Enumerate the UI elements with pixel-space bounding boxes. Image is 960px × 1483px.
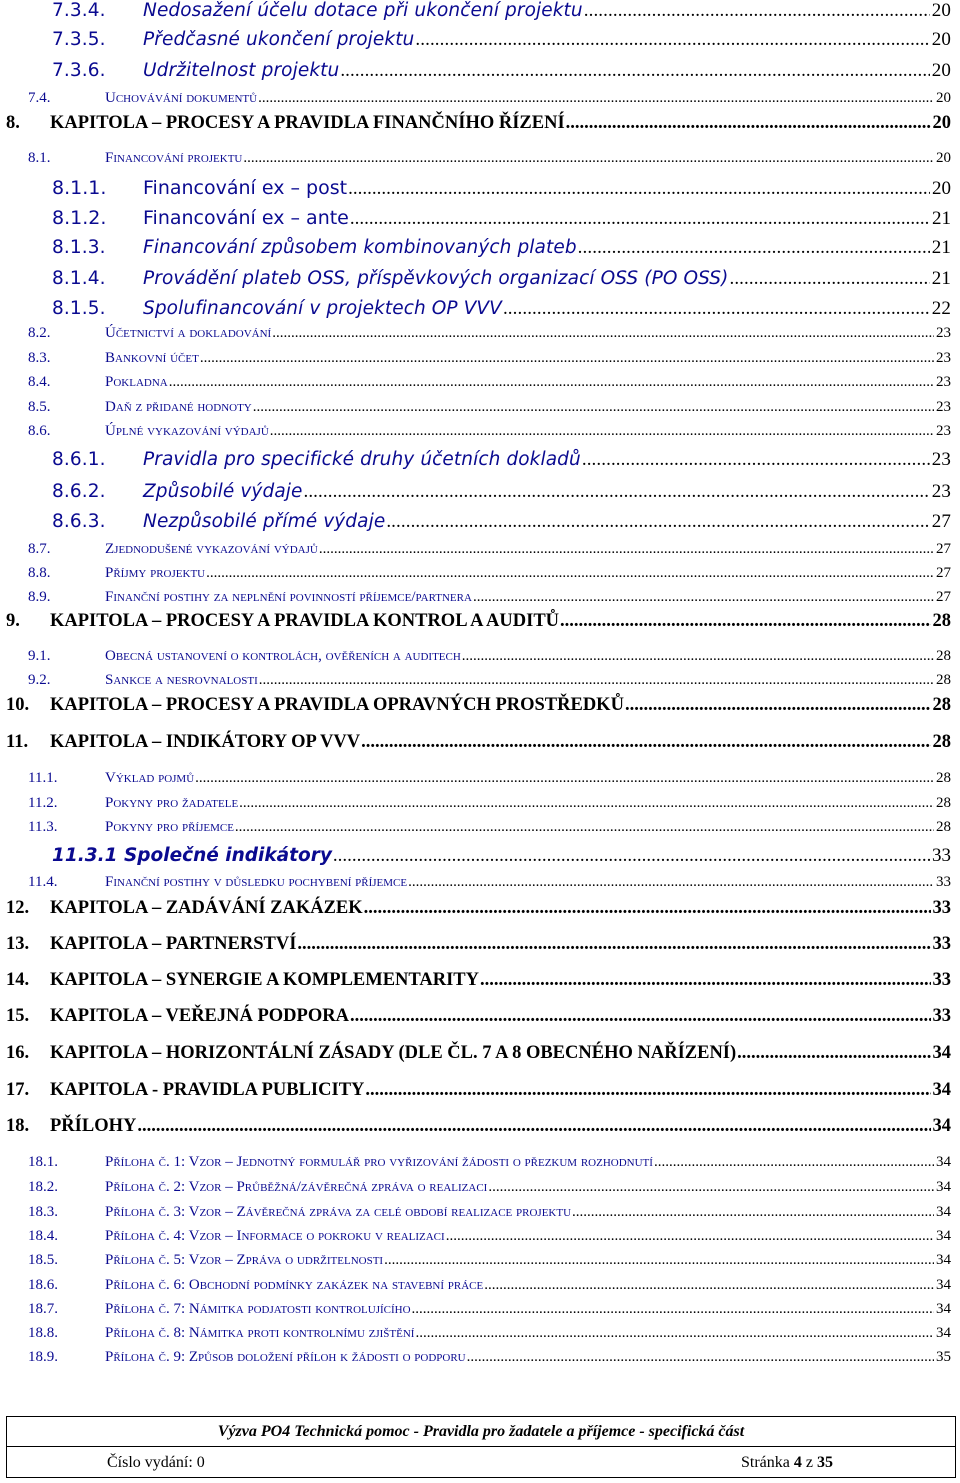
toc-title: KAPITOLA – INDIKÁTORY OP VVV (50, 732, 361, 752)
toc-leader (473, 589, 934, 606)
toc-leader (272, 325, 934, 342)
toc-leader (169, 374, 934, 391)
toc-title: Příloha č. 7: Námitka podjatosti kontrolujícího (105, 1301, 411, 1317)
toc-leader (467, 1349, 934, 1366)
toc-page-number: 23 (936, 325, 951, 341)
toc-page-number: 20 (936, 90, 951, 106)
toc-leader (582, 449, 930, 471)
toc-title: 11.3.1 Společné indikátory (52, 845, 332, 866)
toc-page-number: 23 (936, 399, 951, 415)
toc-entry[interactable] (0, 1006, 951, 1027)
toc-entry[interactable] (0, 795, 951, 812)
toc-page-number: 33 (936, 874, 951, 890)
toc-title: KAPITOLA – PARTNERSTVÍ (50, 934, 297, 954)
toc-number: 16. (6, 1043, 30, 1063)
toc-title: Financování projektu (105, 150, 243, 166)
issue-label: Číslo vydání: (107, 1454, 193, 1471)
toc-page-number: 27 (936, 565, 951, 581)
toc-leader (239, 795, 934, 812)
toc-title: KAPITOLA – PROCESY A PRAVIDLA KONTROL A AUDITŮ (50, 611, 560, 631)
toc-title: Financování způsobem kombinovaných plateb (143, 237, 577, 258)
toc-number: 18.5. (28, 1252, 58, 1268)
toc-leader (195, 770, 934, 787)
toc-page-number: 20 (931, 0, 951, 21)
toc-leader (303, 481, 929, 503)
toc-entry[interactable] (0, 648, 951, 665)
toc-title: KAPITOLA – VEŘEJNÁ PODPORA (50, 1006, 349, 1026)
toc-entry[interactable] (0, 845, 951, 867)
toc-entry[interactable] (0, 298, 951, 320)
toc-leader (259, 672, 934, 689)
toc-title: Finanční postihy za neplnění povinností příjemce/partnera (105, 589, 472, 605)
toc-entry[interactable] (0, 1252, 951, 1269)
toc-leader (462, 648, 934, 665)
toc-title: Pokyny pro příjemce (105, 819, 234, 835)
toc-entry[interactable] (0, 589, 951, 606)
toc-page-number: 34 (932, 1043, 951, 1063)
issue-value: 0 (196, 1454, 205, 1471)
toc-number: 18.2. (28, 1179, 58, 1195)
toc-number: 9.2. (28, 672, 51, 688)
toc-entry[interactable] (0, 0, 951, 22)
toc-number: 18.4. (28, 1228, 58, 1244)
toc-leader (488, 1179, 934, 1196)
toc-page-number: 22 (931, 298, 951, 319)
toc-page-number: 33 (932, 898, 951, 918)
page-footer (6, 1416, 956, 1478)
toc-title: Příloha č. 8: Námitka proti kontrolnímu zjištění (105, 1325, 415, 1341)
toc-page-number: 23 (936, 423, 951, 439)
toc-page-number: 34 (936, 1325, 951, 1341)
toc-title: Příloha č. 9: Způsob doložení příloh k žádosti o podporu (105, 1349, 466, 1365)
toc-leader (365, 1080, 930, 1101)
page-current: 4 (793, 1454, 802, 1471)
toc-page-number: 34 (932, 1080, 951, 1100)
toc-title: Bankovní účet (105, 350, 199, 366)
toc-entry[interactable] (0, 1179, 951, 1196)
toc-entry[interactable] (0, 898, 951, 919)
toc-title: KAPITOLA – PROCESY A PRAVIDLA FINANČNÍHO ŘÍZENÍ (50, 113, 565, 133)
toc-number: 8.4. (28, 374, 51, 390)
toc-entry[interactable] (0, 399, 951, 416)
toc-leader (137, 1116, 930, 1137)
toc-leader (415, 29, 929, 51)
toc-entry[interactable] (0, 90, 951, 107)
toc-title: Příloha č. 5: Vzor – Zpráva o udržitelnosti (105, 1252, 384, 1268)
toc-leader (258, 90, 934, 107)
toc-number: 8.1.4. (52, 268, 106, 289)
toc-entry[interactable] (0, 350, 951, 367)
toc-number: 8.1.2. (52, 207, 107, 229)
toc-number: 8.6. (28, 423, 51, 439)
toc-entry[interactable] (0, 874, 951, 891)
page-total: 35 (816, 1454, 833, 1471)
toc-entry[interactable] (0, 770, 951, 787)
toc-number: 11.3. (28, 819, 58, 835)
toc-title: Sankce a nesrovnalosti (105, 672, 258, 688)
toc-page-number: 23 (936, 350, 951, 366)
toc-entry[interactable] (0, 1349, 951, 1366)
toc-leader (206, 565, 934, 582)
toc-number: 8.1.1. (52, 177, 107, 199)
toc-number: 8.6.1. (52, 449, 106, 470)
toc-page-number: 33 (932, 970, 951, 990)
toc-leader (415, 1325, 934, 1342)
toc-title: Úplné vykazování výdajů (105, 423, 269, 439)
toc-number: 18.3. (28, 1204, 58, 1220)
toc-leader (625, 695, 931, 716)
toc-page-number: 27 (931, 511, 951, 532)
toc-number: 8.6.3. (52, 511, 106, 532)
toc-number: 8.1. (28, 150, 51, 166)
toc-page-number: 35 (936, 1349, 951, 1365)
toc-entry[interactable] (0, 374, 951, 391)
toc-number: 13. (6, 934, 30, 954)
toc-page-number: 28 (932, 732, 951, 752)
toc-leader (348, 178, 930, 200)
toc-title: Nedosažení účelu dotace při ukončení projektu (143, 0, 583, 21)
toc-title: Udržitelnost projektu (143, 60, 340, 81)
toc-entry[interactable] (0, 1204, 951, 1221)
toc-number: 9.1. (28, 648, 51, 664)
toc-leader (384, 1252, 934, 1269)
toc-number: 8.6.2. (52, 481, 106, 502)
toc-title: Příloha č. 3: Vzor – Závěrečná zpráva za celé období realizace projektu (105, 1204, 572, 1220)
toc-number: 11.1. (28, 770, 58, 786)
toc-leader (386, 511, 929, 533)
toc-entry[interactable] (0, 1116, 951, 1137)
toc-title: Financování ex – post (143, 177, 348, 199)
toc-entry[interactable] (0, 1043, 951, 1064)
toc-title: PŘÍLOHY (50, 1116, 137, 1136)
toc-title: Daň z přidané hodnoty (105, 399, 252, 415)
toc-title: KAPITOLA – HORIZONTÁLNÍ ZÁSADY (DLE ČL. 7 A 8 OBECNÉHO NAŘÍZENÍ) (50, 1043, 737, 1063)
toc-title: KAPITOLA - PRAVIDLA PUBLICITY (50, 1080, 365, 1100)
toc-leader (319, 541, 934, 558)
page-label: Stránka (741, 1454, 790, 1471)
toc-number: 8.3. (28, 350, 51, 366)
toc-title: KAPITOLA – SYNERGIE A KOMPLEMENTARITY (50, 970, 479, 990)
toc-number: 8.5. (28, 399, 51, 415)
toc-entry[interactable] (0, 481, 951, 503)
toc-number: 11.2. (28, 795, 58, 811)
toc-leader (584, 0, 930, 22)
toc-number: 10. (6, 695, 30, 715)
toc-number: 7.3.5. (52, 29, 106, 50)
toc-number: 7.4. (28, 90, 51, 106)
toc-number: 8.9. (28, 589, 51, 605)
toc-page-number: 28 (936, 648, 951, 664)
toc-entry[interactable] (0, 150, 951, 167)
toc-leader (253, 399, 934, 416)
toc-entry[interactable] (0, 1301, 951, 1318)
toc-leader (484, 1277, 934, 1294)
toc-entry[interactable] (0, 423, 951, 440)
toc-entry[interactable] (0, 60, 951, 82)
toc-leader (578, 237, 930, 259)
toc-title: Financování ex – ante (143, 207, 349, 229)
toc-page-number: 20 (932, 178, 951, 199)
toc-entry[interactable] (0, 1080, 951, 1101)
toc-page-number: 27 (936, 541, 951, 557)
toc-number: 11. (6, 732, 29, 752)
issue-number (107, 1454, 205, 1472)
toc-title: Nezpůsobilé přímé výdaje (143, 511, 386, 532)
toc-title: Příjmy projektu (105, 565, 206, 581)
toc-leader (364, 898, 931, 919)
toc-number: 14. (6, 970, 30, 990)
page-of: z (805, 1454, 813, 1471)
toc-entry[interactable] (0, 237, 951, 259)
toc-number: 18.1. (28, 1154, 58, 1170)
toc-entry[interactable] (0, 449, 951, 471)
toc-leader (350, 1006, 931, 1027)
toc-page-number: 20 (931, 60, 951, 81)
toc-title: Provádění plateb OSS, příspěvkových organizací OSS (PO OSS) (143, 268, 729, 289)
footer-info (7, 1447, 955, 1478)
toc-title: Výklad pojmů (105, 770, 195, 786)
toc-title: Předčasné ukončení projektu (143, 29, 415, 50)
toc-number: 8.1.3. (52, 237, 106, 258)
toc-number: 18.8. (28, 1325, 58, 1341)
toc-leader (503, 298, 930, 320)
toc-entry[interactable] (0, 970, 951, 991)
toc-number: 12. (6, 898, 30, 918)
toc-page-number: 34 (936, 1228, 951, 1244)
toc-title: Pokladna (105, 374, 168, 390)
toc-page-number: 27 (936, 589, 951, 605)
toc-number: 17. (6, 1080, 30, 1100)
toc-page-number: 28 (936, 795, 951, 811)
toc-leader (235, 819, 934, 836)
toc-entry[interactable] (0, 113, 951, 134)
toc-number: 18.7. (28, 1301, 58, 1317)
toc-title: Účetnictví a dokladování (105, 325, 272, 341)
toc-title: Příloha č. 2: Vzor – Průběžná/závěrečná zpráva o realizaci (105, 1179, 488, 1195)
toc-page-number: 34 (936, 1204, 951, 1220)
toc-entry[interactable] (0, 1154, 951, 1171)
toc-entry[interactable] (0, 611, 951, 632)
toc-entry[interactable] (0, 565, 951, 582)
toc-page-number: 20 (931, 29, 951, 50)
toc-title: KAPITOLA – PROCESY A PRAVIDLA OPRAVNÝCH PROSTŘEDKŮ (50, 695, 624, 715)
toc-leader (340, 60, 929, 82)
toc-page-number: 21 (931, 268, 951, 289)
toc-page-number: 23 (931, 481, 951, 502)
toc-page-number: 33 (932, 845, 951, 866)
toc-entry[interactable] (0, 207, 951, 230)
toc-page-number: 20 (932, 113, 951, 133)
footer-title: Výzva PO4 Technická pomoc - Pravidla pro žadatele a příjemce - specifická část (7, 1417, 955, 1447)
toc-leader (243, 150, 934, 167)
toc-page-number: 28 (936, 672, 951, 688)
toc-page-number: 20 (936, 150, 951, 166)
toc-page-number: 28 (936, 819, 951, 835)
toc-entry[interactable] (0, 541, 951, 558)
toc-leader (333, 845, 930, 867)
toc-title: KAPITOLA – ZADÁVÁNÍ ZAKÁZEK (50, 898, 363, 918)
toc-title: Způsobilé výdaje (143, 481, 303, 502)
toc-number: 18. (6, 1116, 30, 1136)
toc-number: 8. (6, 113, 20, 133)
toc-page-number: 34 (936, 1252, 951, 1268)
toc-leader (350, 208, 930, 230)
toc-page-number: 28 (932, 611, 951, 631)
toc-page-number: 34 (936, 1179, 951, 1195)
toc-entry[interactable] (0, 732, 951, 753)
toc-entry[interactable] (0, 325, 951, 342)
toc-leader (200, 350, 934, 367)
toc-page-number: 33 (932, 1006, 951, 1026)
toc-number: 8.7. (28, 541, 51, 557)
toc-page-number: 28 (936, 770, 951, 786)
toc-title: Spolufinancování v projektech OP VVV (143, 298, 502, 319)
toc-page-number: 21 (932, 208, 951, 229)
toc-leader (654, 1154, 934, 1171)
toc-title: Příloha č. 4: Vzor – Informace o pokroku v realizaci (105, 1228, 445, 1244)
page-indicator (741, 1454, 833, 1472)
toc-leader (408, 874, 934, 891)
toc-page-number: 34 (936, 1301, 951, 1317)
toc-number: 7.3.4. (52, 0, 106, 21)
toc-entry[interactable] (0, 672, 951, 689)
toc-number: 8.1.5. (52, 298, 106, 319)
toc-page-number: 34 (932, 1116, 951, 1136)
toc-number: 9. (6, 611, 20, 631)
toc-leader (566, 113, 931, 134)
toc-number: 7.3.6. (52, 60, 106, 81)
toc-title: Příloha č. 1: Vzor – Jednotný formulář pro vyřizování žádosti o přezkum rozhodnutí (105, 1154, 653, 1170)
toc-title: Zjednodušené vykazování výdajů (105, 541, 318, 557)
toc-title: Pokyny pro žadatele (105, 795, 239, 811)
toc-title: Finanční postihy v důsledku pochybení příjemce (105, 874, 408, 890)
toc-page-number: 23 (931, 449, 951, 470)
toc-page-number: 23 (936, 374, 951, 390)
toc-leader (737, 1043, 930, 1064)
toc-title: Obecná ustanovení o kontrolách, ověřeních a auditech (105, 648, 461, 664)
toc-number: 11.4. (28, 874, 58, 890)
toc-page-number: 34 (936, 1277, 951, 1293)
toc-entry[interactable] (0, 1277, 951, 1294)
toc-number: 8.2. (28, 325, 51, 341)
toc-leader (572, 1204, 934, 1221)
toc-leader (446, 1228, 934, 1245)
toc-entry[interactable] (0, 511, 951, 533)
toc-entry[interactable] (0, 29, 951, 51)
toc-entry[interactable] (0, 1228, 951, 1245)
toc-entry[interactable] (0, 1325, 951, 1342)
toc-page-number: 34 (936, 1154, 951, 1170)
toc-number: 18.9. (28, 1349, 58, 1365)
toc-page-number: 28 (932, 695, 951, 715)
toc-number: 18.6. (28, 1277, 58, 1293)
toc-number: 15. (6, 1006, 30, 1026)
toc-entry[interactable] (0, 695, 951, 716)
toc-entry[interactable] (0, 177, 951, 200)
toc-entry[interactable] (0, 819, 951, 836)
toc-entry[interactable] (0, 934, 951, 955)
toc-leader (297, 934, 930, 955)
toc-title: Pravidla pro specifické druhy účetních dokladů (143, 449, 581, 470)
toc-leader (480, 970, 931, 991)
toc-number: 8.8. (28, 565, 51, 581)
toc-leader (729, 268, 929, 290)
toc-leader (361, 732, 930, 753)
toc-page-number: 33 (932, 934, 951, 954)
toc-leader (412, 1301, 934, 1318)
toc-page-number: 21 (931, 237, 951, 258)
toc-leader (560, 611, 930, 632)
toc-entry[interactable] (0, 268, 951, 290)
toc-title: Příloha č. 6: Obchodní podmínky zakázek na stavební práce (105, 1277, 484, 1293)
toc-title: Uchovávání dokumentů (105, 90, 258, 106)
toc-leader (270, 423, 934, 440)
